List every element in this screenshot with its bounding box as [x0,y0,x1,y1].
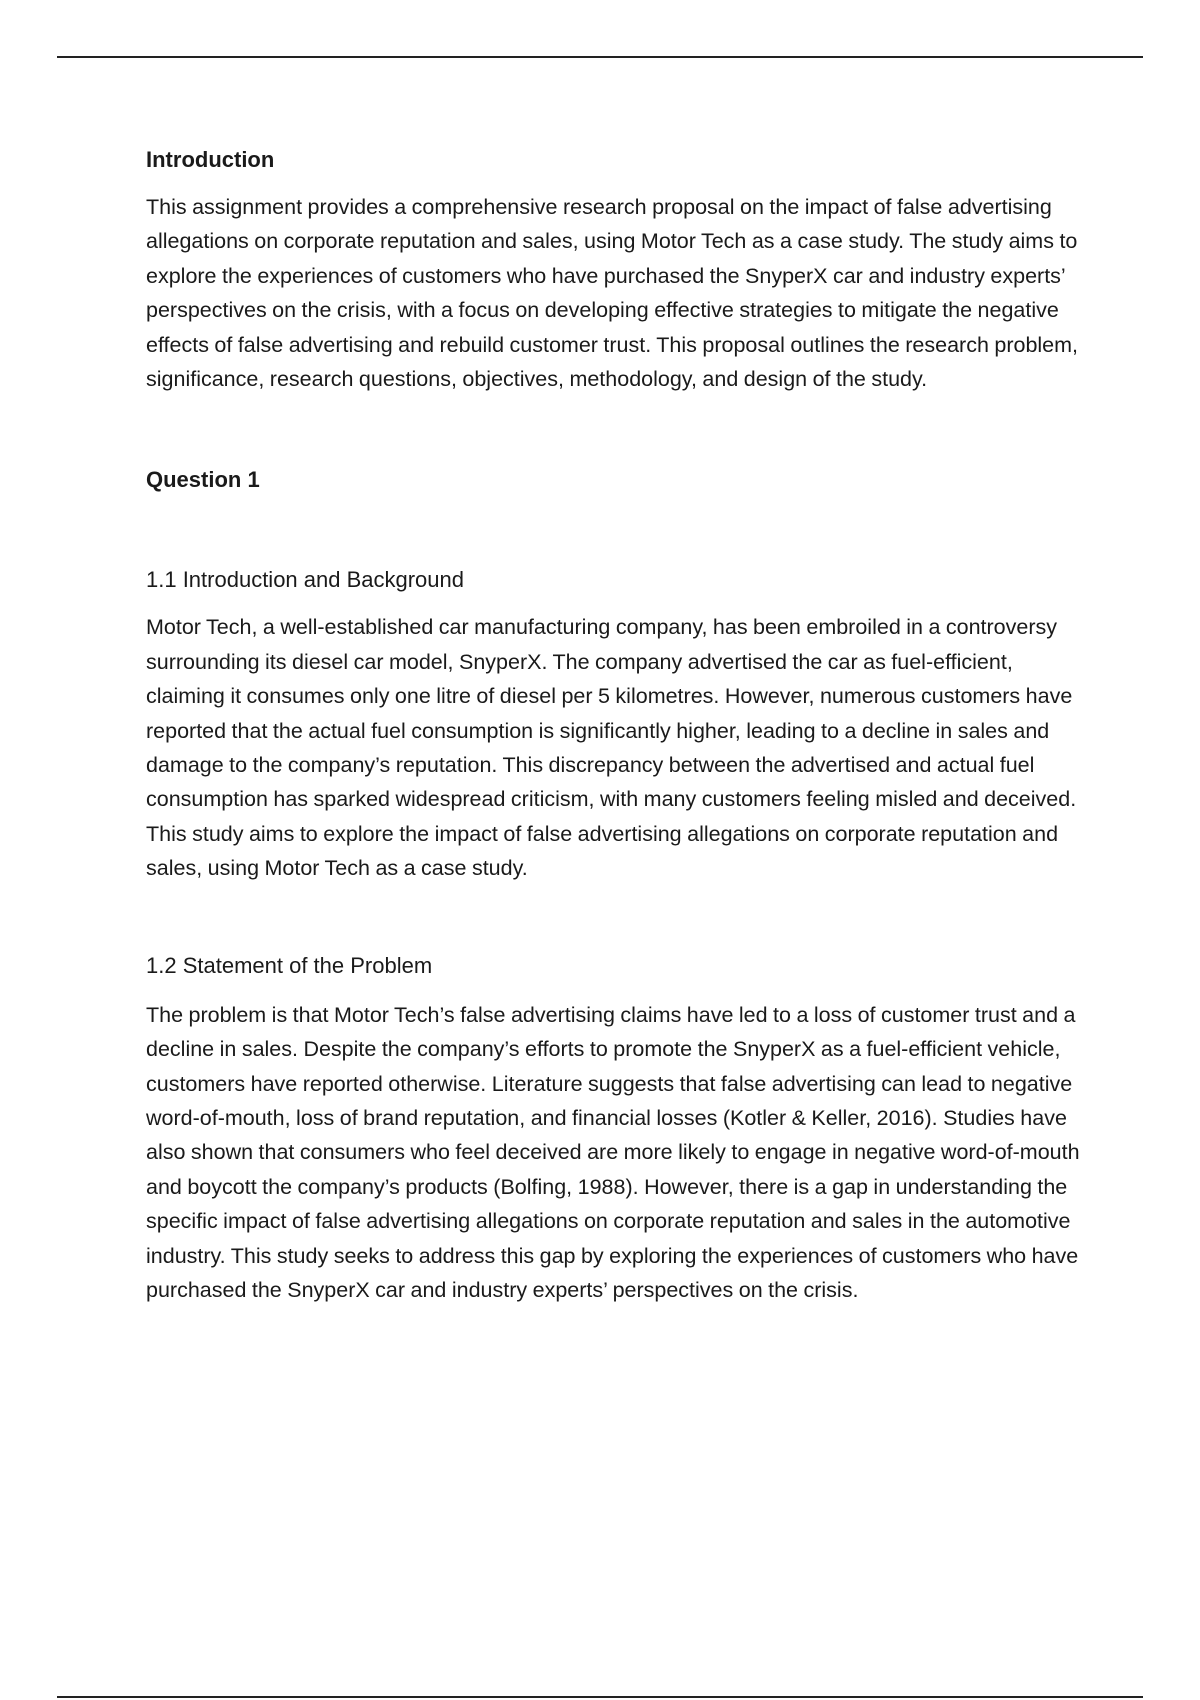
question-1-heading: Question 1 [146,467,260,493]
page-bottom-rule [57,1696,1143,1698]
document-body [146,142,1094,1307]
section-1-2-heading: 1.2 Statement of the Problem [146,952,433,978]
introduction-paragraph: This assignment provides a comprehensive research proposal on the impact of false advertising allegations on corporate reputation and sales, using Motor Tech as a case study. The study aims to explore the experiences of customers who have purchased the SnyperX car and industry experts’ perspectives on the crisis, with a focus on developing effective strategies to mitigate the negative effects of false advertising and rebuild customer trust. This proposal outlines the research problem, significance, research questions, objectives, methodology, and design of the study. [146,195,1079,392]
page-top-rule [57,56,1143,58]
section-1-1-heading: 1.1 Introduction and Background [146,567,465,593]
introduction-heading: Introduction [146,147,275,172]
section-1-1-paragraph: Motor Tech, a well-established car manufacturing company, has been embroiled in a controversy surrounding its diesel car model, SnyperX. The company advertised the car as fuel-efficient, claiming it consumes only one litre of diesel per 5 kilometres. However, numerous customers have reported that the actual fuel consumption is significantly higher, leading to a decline in sales and damage to the company’s reputation. This discrepancy between the advertised and actual fuel consumption has sparked widespread criticism, with many customers feeling misled and deceived. This study aims to explore the impact of false advertising allegations on corporate reputation and sales, using Motor Tech as a case study. [146,615,1077,881]
section-1-2-paragraph: The problem is that Motor Tech’s false advertising claims have led to a loss of customer trust and a decline in sales. Despite the company’s efforts to promote the SnyperX as a fuel-efficient vehicle, customers have reported otherwise. Literature suggests that false advertising can lead to negative word-of-mouth, loss of brand reputation, and financial losses (Kotler & Keller, 2016). Studies have also shown that consumers who feel deceived are more likely to engage in negative word-of-mouth and boycott the company’s products (Bolfing, 1988). However, there is a gap in understanding the specific impact of false advertising allegations on corporate reputation and sales in the automotive industry. This study seeks to address this gap by exploring the experiences of customers who have purchased the SnyperX car and industry experts’ perspectives on the crisis. [146,1002,1080,1302]
